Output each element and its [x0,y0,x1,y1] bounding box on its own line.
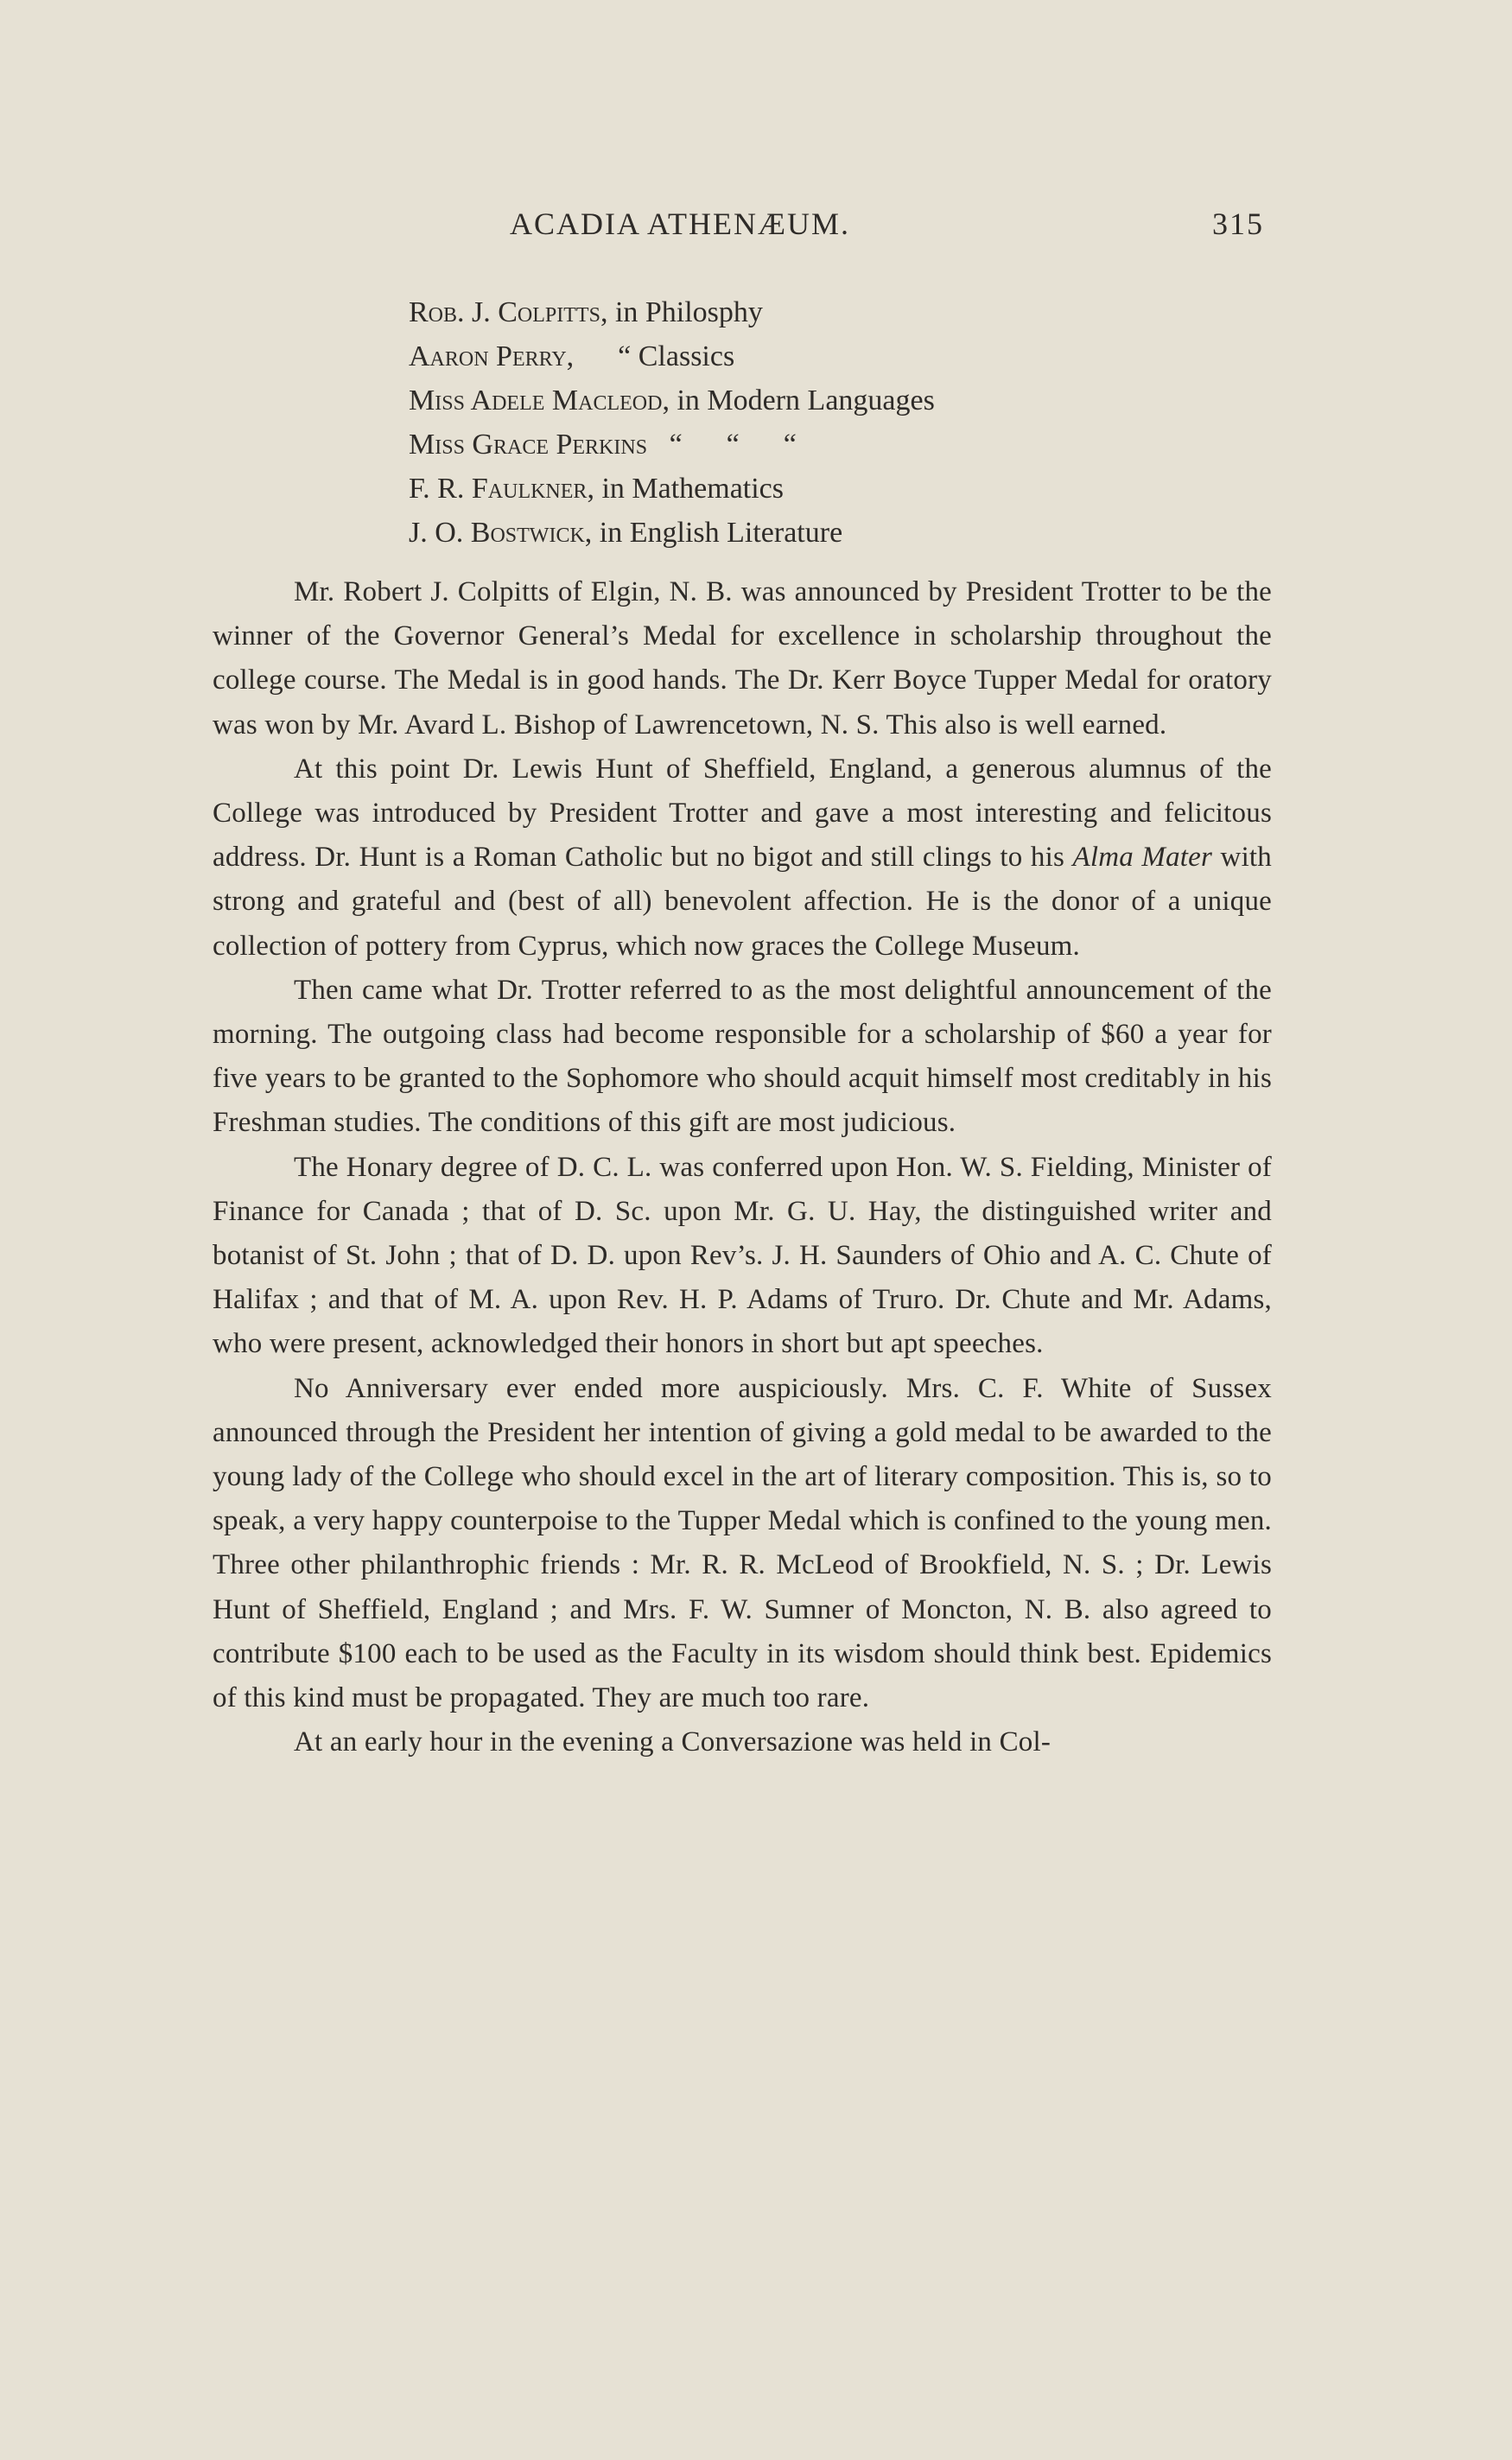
honors-entry [409,467,1273,511]
journal-title: ACADIA ATHENÆUM. [510,207,851,241]
honors-entry [409,334,1273,378]
honors-subject: , in English Literature [584,517,843,549]
honors-subject: , “ Classics [566,340,735,372]
paragraph-dr-hunt [213,747,1272,969]
honors-list [409,290,1273,555]
honors-subject: , in Philosphy [600,296,763,328]
paragraph-text: At this point Dr. Lewis Hunt of Sheffield, England, a generous alumnus of the College was introduced by President Trotter and gave a most interesting and felicitous address. Dr. Hunt is a Roman Catholic but no bigot and still clings to his [213,753,1272,874]
article-body [213,570,1272,1764]
honors-subject: “ “ “ [647,429,797,461]
honors-entry [409,290,1273,334]
paragraph-text: with strong and grateful and (best of all) benevolent affection. He is the donor of a unique collection of pottery from Cyprus, which now graces the College Museum. [213,842,1273,962]
honoree-name: Miss Grace Perkins [409,429,648,461]
honoree-name: Rob. J. Colpitts [409,296,600,328]
paragraph-conversazione: At an early hour in the evening a Conversazione was held in Col- [294,1726,1051,1758]
honors-subject: , in Modern Languages [662,385,935,416]
honors-entry [409,378,1273,423]
paragraph-anniversary: No Anniversary ever ended more auspiciously. Mrs. C. F. White of Sussex announced through the President her intention of giving a gold medal to be awarded to the young lady of the College who should excel in the art of literary composition. This is, so to speak, a very happy counterpoise to the Tupper Medal which is confined to the young men. Three other philanthrophic friends : Mr. R. R. McLeod of Brookfield, N. S. ; Dr. Lewis Hunt of Sheffield, England ; and Mrs. F. W. Sumner of Moncton, N. B. also agreed to contribute $100 each to be used as the Faculty in its wisdom should think best. Epidemics of this kind must be propagated. They are much too rare. [213,1372,1272,1714]
honoree-name: F. R. Faulkner [409,473,588,505]
page-number: 315 [1212,207,1264,241]
paragraph-scholarship: Then came what Dr. Trotter referred to as the most delightful announcement of the morning. The outgoing class had become responsible for a scholarship of $60 a year for five years to be granted to the Sophomore who should acquit himself most creditably in his Freshman studies. The conditions of this gift are most judicious. [213,974,1272,1139]
italic-phrase: Alma Mater [1072,842,1213,874]
honoree-name: Miss Adele Macleod [409,385,663,416]
honoree-name: Aaron Perry [409,340,567,372]
paragraph-honorary-degrees: The Honary degree of D. C. L. was conferred upon Hon. W. S. Fielding, Minister of Finance for Canada ; that of D. Sc. upon Mr. G. U. Hay, the distinguished writer and botanist of St. John ; that of D. D. upon Rev’s. J. H. Saunders of Ohio and A. C. Chute of Halifax ; and that of M. A. upon Rev. H. P. Adams of Truro. Dr. Chute and Mr. Adams, who were present, acknowledged their honors in short but apt speeches. [213,1151,1272,1360]
honors-entry [409,423,1273,467]
honors-subject: , in Mathematics [587,473,784,505]
honoree-name: J. O. Bostwick [409,517,585,549]
paragraph-medal-winners: Mr. Robert J. Colpitts of Elgin, N. B. was announced by President Trotter to be the winner of the Governor General’s Medal for excellence in scholarship throughout the college course. The Medal is in good hands. The Dr. Kerr Boyce Tupper Medal for oratory was won by Mr. Avard L. Bishop of Lawrencetown, N. S. This also is well earned. [213,576,1272,741]
running-header [0,206,1512,249]
honors-entry [409,511,1273,555]
